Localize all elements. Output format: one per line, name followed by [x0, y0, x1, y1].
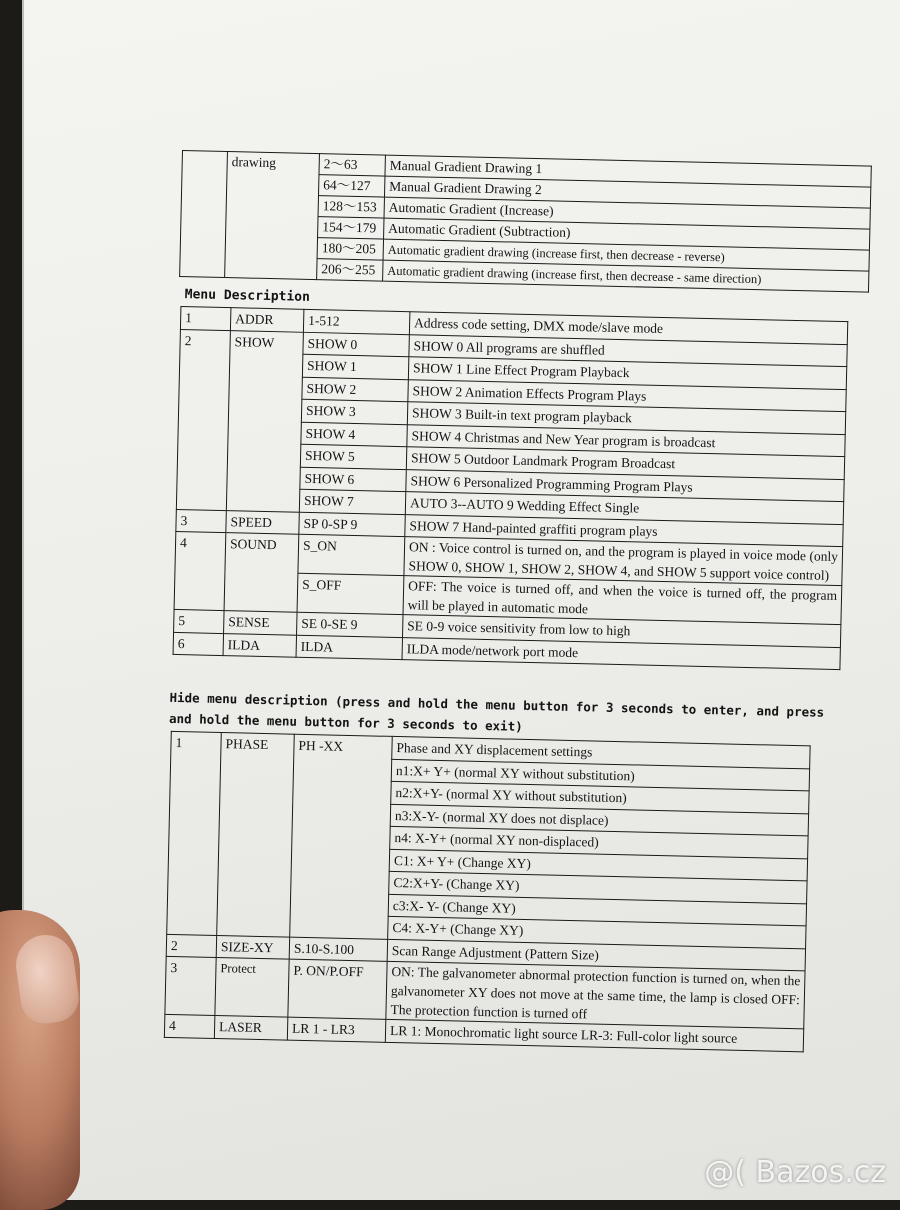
- range-cell: 64～127: [319, 175, 385, 197]
- show-code: SHOW 5: [300, 444, 406, 469]
- desc-cell: Automatic gradient drawing (increase first, then decrease - reverse): [383, 239, 869, 271]
- show-code: SHOW 0: [303, 332, 409, 357]
- range-cell: 180～205: [317, 238, 383, 260]
- phase-desc: Phase and XY displacement settings: [392, 736, 810, 768]
- menu-no: 6: [173, 632, 223, 656]
- menu-range: P. ON/P.OFF: [288, 959, 387, 1019]
- menu-name: SPEED: [226, 510, 299, 534]
- menu-name: ILDA: [223, 633, 296, 657]
- menu-name: Protect: [215, 957, 289, 1017]
- menu-desc: Scan Range Adjustment (Pattern Size): [387, 939, 805, 971]
- show-desc: SHOW 6 Personalized Programming Program Plays: [406, 469, 844, 501]
- manual-content: [162, 150, 862, 1053]
- menu-desc: SHOW 7 Hand-painted graffiti program plays: [405, 514, 843, 546]
- menu-no: 2: [166, 934, 216, 958]
- menu-range: ILDA: [296, 635, 402, 660]
- desc-cell: Manual Gradient Drawing 1: [385, 155, 871, 187]
- menu-name: ADDR: [230, 308, 303, 332]
- phase-desc: C2:X+Y- (Change XY): [389, 871, 807, 903]
- menu-desc: SE 0-9 voice sensitivity from low to high: [403, 615, 841, 647]
- menu-no: 1: [180, 307, 230, 331]
- menu-range: SE 0-SE 9: [297, 612, 403, 637]
- range-cell: 154～179: [318, 217, 384, 239]
- menu-table: [173, 306, 849, 670]
- drawing-table: [179, 150, 872, 293]
- sound-off-desc: OFF: The voice is turned off, and when the voice is turned off, the program will be played in automatic mode: [403, 576, 842, 625]
- hidden-menu-table: [164, 731, 811, 1052]
- menu-range: PH -XX: [290, 734, 393, 939]
- menu-no: 3: [176, 509, 226, 533]
- sound-on-desc: ON : Voice control is turned on, and the program is played in voice mode (only SHOW 0, SHOW 1, SHOW 2, SHOW 4, and SHOW 5 support voice control): [404, 537, 843, 586]
- menu-name: SENSE: [224, 611, 297, 635]
- menu-range: SP 0-SP 9: [299, 512, 405, 537]
- desc-cell: Automatic gradient drawing (increase first, then decrease - same direction): [383, 260, 869, 292]
- phase-desc: n3:X-Y- (normal XY does not displace): [390, 804, 808, 836]
- phase-desc: n1:X+ Y+ (normal XY without substitution): [391, 759, 809, 791]
- phase-desc: n2:X+Y- (normal XY without substitution): [391, 781, 809, 813]
- phase-desc: n4: X-Y+ (normal XY non-displaced): [390, 826, 808, 858]
- show-desc: SHOW 3 Built-in text program playback: [407, 402, 845, 434]
- sound-on-code: S_ON: [298, 534, 405, 575]
- show-code: SHOW 3: [301, 399, 407, 424]
- menu-no: 3: [165, 956, 216, 1015]
- sound-off-code: S_OFF: [297, 573, 404, 614]
- show-code: SHOW 1: [302, 354, 408, 379]
- menu-name: LASER: [214, 1015, 287, 1039]
- show-code: SHOW 2: [302, 377, 408, 402]
- show-desc: SHOW 5 Outdoor Landmark Program Broadcast: [406, 447, 844, 479]
- menu-no: 1: [167, 731, 222, 935]
- menu-no: 5: [174, 609, 224, 633]
- menu-no: 4: [174, 531, 226, 610]
- drawing-label: drawing: [225, 152, 320, 280]
- desc-cell: Automatic Gradient (Subtraction): [384, 218, 870, 250]
- range-cell: 128～153: [318, 196, 384, 218]
- show-desc: SHOW 2 Animation Effects Program Plays: [408, 379, 846, 411]
- menu-desc: LR 1: Monochromatic light source LR-3: Full-color light source: [385, 1019, 803, 1051]
- phase-desc: C4: X-Y+ (Change XY): [388, 916, 806, 948]
- hidden-menu-heading: Hide menu description (press and hold the menu button for 3 seconds to enter, and press and hold the menu button for 3 seconds to exit): [168, 689, 825, 734]
- show-desc: SHOW 4 Christmas and New Year program is broadcast: [407, 424, 845, 456]
- desc-cell: Automatic Gradient (Increase): [384, 197, 870, 229]
- menu-name: SHOW: [226, 330, 303, 512]
- menu-desc: ON: The galvanometer abnormal protection function is turned on, when the galvanometer XY does not move at the same time, the lamp is closed OFF: The protection function is turned off: [386, 961, 805, 1028]
- show-code: SHOW 7: [299, 489, 405, 514]
- menu-range: S.10-S.100: [289, 937, 387, 962]
- menu-no: 4: [164, 1014, 214, 1038]
- show-desc: AUTO 3--AUTO 9 Wedding Effect Single: [405, 492, 843, 524]
- document-sheet: [22, 0, 900, 1200]
- show-desc: SHOW 1 Line Effect Program Playback: [408, 357, 846, 389]
- drawing-blank-cell: [180, 151, 228, 278]
- desc-cell: Manual Gradient Drawing 2: [384, 176, 870, 208]
- menu-range: LR 1 - LR3: [287, 1017, 385, 1042]
- show-code: SHOW 6: [300, 467, 406, 492]
- menu-heading: Menu Description: [184, 287, 311, 305]
- menu-name: SOUND: [224, 533, 299, 613]
- watermark: @( Bazos.cz: [704, 1155, 886, 1190]
- range-cell: 206～255: [317, 259, 383, 281]
- menu-name: PHASE: [217, 733, 295, 937]
- show-code: SHOW 4: [301, 422, 407, 447]
- range-cell: 2～63: [319, 154, 385, 176]
- phase-desc: c3:X- Y- (Change XY): [388, 894, 806, 926]
- menu-desc: Address code setting, DMX mode/slave mode: [409, 312, 847, 344]
- menu-desc: ILDA mode/network port mode: [402, 637, 840, 669]
- menu-range: 1-512: [303, 309, 409, 334]
- show-desc: SHOW 0 All programs are shuffled: [409, 334, 847, 366]
- phase-desc: C1: X+ Y+ (Change XY): [389, 849, 807, 881]
- menu-no: 2: [176, 329, 230, 510]
- menu-name: SIZE-XY: [216, 935, 289, 959]
